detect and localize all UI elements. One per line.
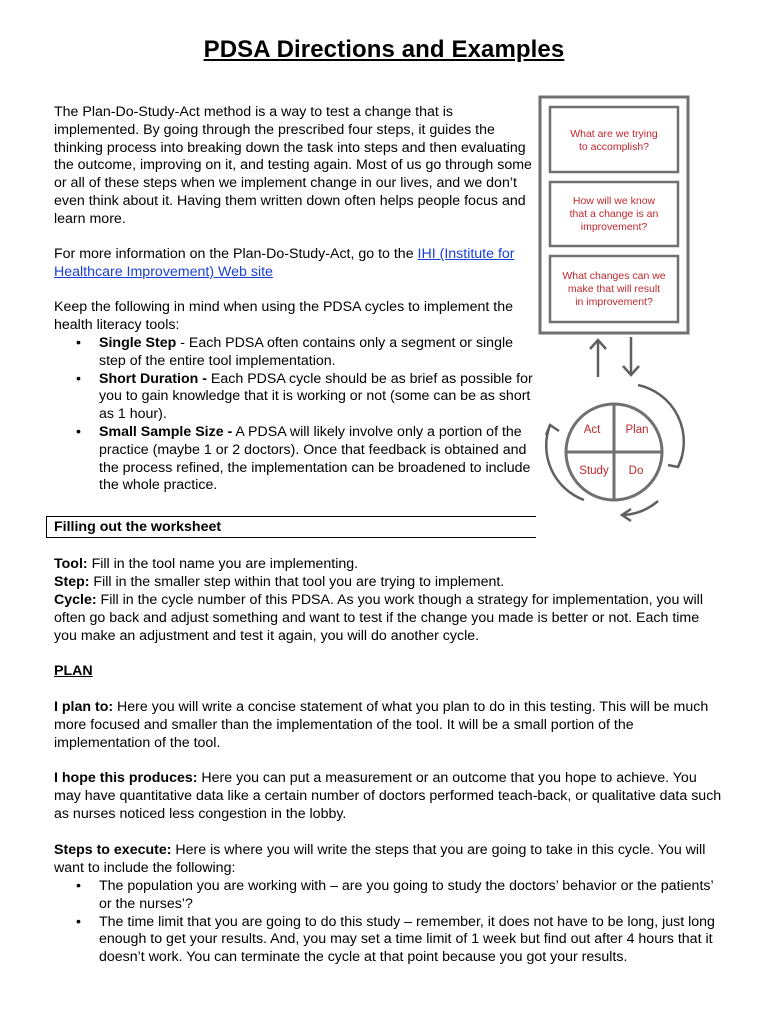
question-box-1 [550, 107, 678, 172]
worksheet-section-heading: Filling out the worksheet [46, 516, 536, 538]
steps-label: Steps to execute: [54, 842, 172, 858]
list-item [54, 424, 534, 495]
question-2-line-3: improvement? [580, 221, 648, 233]
tool-text: Fill in the tool name you are implementing. [87, 556, 359, 572]
plan-heading: PLAN [54, 663, 93, 679]
tip-text: Each PDSA cycle should be as brief as possible for you to gain knowledge that it is working or not (some can be as short as 1 hour). [99, 370, 533, 423]
quadrant-do: Do [628, 465, 644, 477]
plan-to-text: Here you will write a concise statement of what you plan to do in this testing. This will be much more focused and smaller than the implementation of the tool. It will be a small portion of the implementation of the tool. [54, 699, 709, 751]
step-text: Fill in the smaller step within that tool you are trying to implement. [89, 574, 505, 590]
question-2-line-1: How will we know [572, 195, 656, 207]
steps-text: Here is where you will write the steps that you are going to take in this cycle. You will want to include the following: [54, 842, 706, 876]
cycle-label: Cycle: [54, 592, 97, 608]
list-item: • The population you are working with – are you going to study the doctors’ behavior or the patients’ or the nurses’? [54, 878, 724, 914]
pdsa-cycle-circle [566, 404, 662, 500]
hope-paragraph [54, 770, 724, 823]
tip-label: Short Duration - [99, 370, 207, 387]
question-1-line-1: What are we trying [570, 128, 658, 140]
quadrant-act: Act [583, 424, 601, 436]
tip-label: Single Step [99, 335, 177, 351]
question-1-line-2: to accomplish? [578, 141, 650, 153]
question-3-line-2: make that will result [567, 283, 661, 295]
more-info-paragraph [54, 246, 534, 282]
step-label: Step: [54, 574, 90, 590]
tip-label: Small Sample Size - [99, 423, 233, 440]
intro-paragraph: The Plan-Do-Study-Act method is a way to test a change that is implemented. By going through the prescribed four steps, it guides the thinking process into breaking down the task into steps and then evaluating the outcome, improving on it, and testing again. Most of us go through some or all of these steps when we implement change in our lives, and we don’t even think about it. Having them written down often helps people focus and learn more. [54, 104, 532, 227]
cycle-text: Fill in the cycle number of this PDSA. As you work though a strategy for implementation, you will often go back and adjust something and want to test if the change you made is better or not. Each time you make an adjustment and test it again, you will do another cycle. [54, 592, 703, 644]
hope-label: I hope this produces: [54, 770, 198, 786]
hope-text: Here you can put a measurement or an outcome that you hope to achieve. You may have quantitative data like a certain number of doctors performed teach-back, or qualitative data such as nurses noticed less congestion in the lobby. [54, 770, 722, 822]
ihi-website-link[interactable]: IHI (Institute for Healthcare Improvement) Web site [54, 246, 515, 280]
list-item [54, 335, 534, 371]
quadrant-plan: Plan [625, 424, 649, 436]
arrow-down-icon [623, 337, 639, 375]
keep-in-mind-paragraph: Keep the following in mind when using the PDSA cycles to implement the health literacy tools: [54, 299, 513, 333]
question-2-line-2: that a change is an [569, 208, 659, 220]
page-title: PDSA Directions and Examples [203, 36, 565, 63]
tool-label: Tool: [54, 556, 88, 572]
quadrant-study: Study [579, 465, 609, 477]
list-item: • The time limit that you are going to do this study – remember, it does not have to be long, just long enough to get your results. And, you may set a time limit of 1 week but find out after 4 hours that it doesn’t work. You can terminate the cycle at that point because you got your results. [54, 914, 724, 967]
steps-list [54, 878, 724, 967]
plan-to-label: I plan to: [54, 699, 114, 715]
step-paragraph [54, 574, 724, 592]
arrow-up-icon [590, 340, 606, 377]
tool-paragraph [54, 556, 724, 574]
tips-list [54, 335, 534, 495]
list-item [54, 371, 534, 424]
question-3-line-1: What changes can we [562, 270, 666, 282]
cycle-paragraph [54, 592, 724, 645]
steps-paragraph [54, 842, 724, 878]
more-info-prefix: For more information on the Plan-Do-Study-Act, go to the [54, 246, 418, 262]
question-box-2 [550, 182, 678, 246]
question-3-line-3: in improvement? [575, 296, 653, 308]
pdsa-model-diagram [538, 95, 694, 527]
question-box-3 [550, 256, 678, 322]
tip-text: A PDSA will likely involve only a portion of the practice (maybe 1 or 2 doctors). Once that feedback is obtained and the process refined, the implementation can be broadened to include the whole practice. [99, 423, 531, 494]
plan-to-paragraph [54, 699, 724, 752]
tip-text: - Each PDSA often contains only a segment or single step of the entire tool implementation. [99, 335, 514, 369]
